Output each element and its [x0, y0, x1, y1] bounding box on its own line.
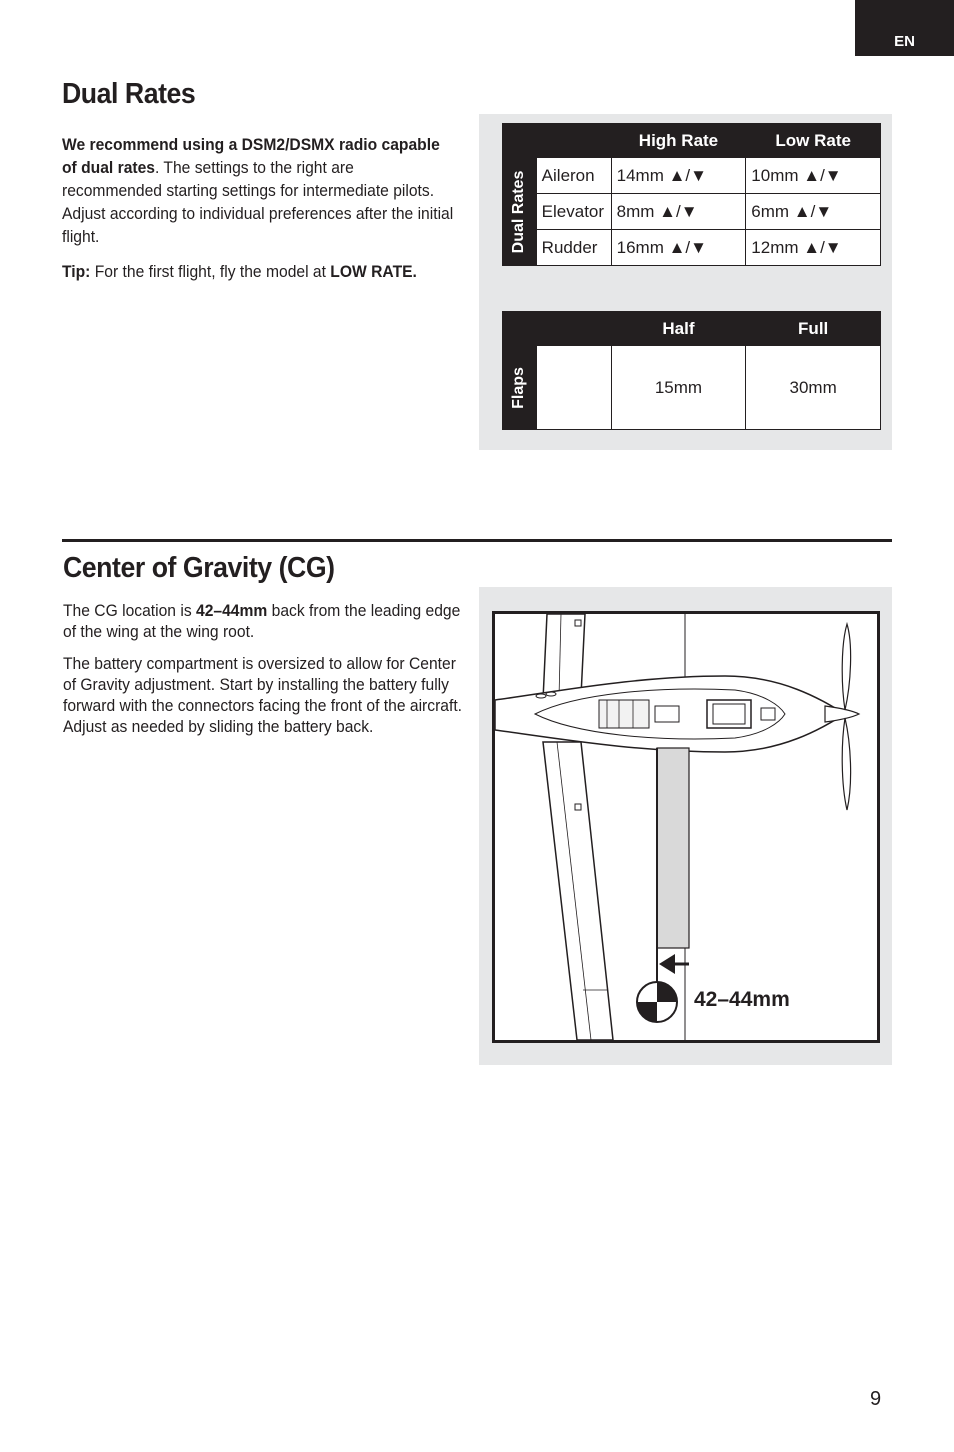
header-high-rate: High Rate	[611, 124, 746, 159]
cg-p1-post: back from the leading edge of the wing at the wing root.	[63, 601, 461, 641]
row-low: 6mm ▲/▼	[746, 194, 881, 230]
flaps-table	[502, 311, 881, 346]
table-row	[503, 158, 881, 194]
language-tab: EN	[855, 0, 954, 56]
flaps-blank-cell	[536, 346, 611, 430]
cg-title: Center of Gravity (CG)	[63, 552, 335, 584]
flaps-side-label: Flaps	[503, 346, 537, 430]
row-high: 8mm ▲/▼	[611, 194, 746, 230]
cg-symbol-icon	[637, 982, 677, 1022]
tip-label: Tip:	[62, 262, 91, 281]
propeller-blade-top	[842, 624, 850, 710]
tip-text: For the first flight, fly the model at	[90, 262, 331, 281]
dual-rates-title: Dual Rates	[62, 78, 196, 110]
table-row	[503, 230, 881, 266]
dual-rates-tip	[62, 260, 458, 283]
table-row	[503, 194, 881, 230]
flaps-header-half: Half	[611, 312, 746, 346]
row-high: 16mm ▲/▼	[611, 230, 746, 266]
cg-arrow-head	[659, 954, 675, 974]
row-low: 10mm ▲/▼	[746, 158, 881, 194]
flaps-full-value: 30mm	[746, 346, 881, 430]
spinner	[825, 706, 859, 722]
cg-p1-pre: The CG location is	[63, 601, 196, 620]
row-name: Elevator	[536, 194, 611, 230]
intro-bold: We recommend using a DSM2/DSMX radio capable of dual rates	[62, 135, 440, 177]
table-row	[503, 346, 881, 430]
flaps-header-row	[503, 312, 881, 346]
cg-diagram	[492, 611, 880, 1043]
row-low: 12mm ▲/▼	[746, 230, 881, 266]
section-divider	[62, 539, 892, 542]
dual-rates-side-label: Dual Rates	[503, 158, 537, 266]
cg-p1-bold: 42–44mm	[195, 601, 268, 620]
table-header-row	[503, 124, 881, 159]
row-high: 14mm ▲/▼	[611, 158, 746, 194]
flaps-header-full: Full	[746, 312, 881, 346]
flaps-header-blank	[503, 312, 612, 346]
tip-bold: LOW RATE.	[330, 262, 417, 281]
dual-rates-table	[502, 123, 881, 159]
flaps-body	[502, 345, 881, 430]
cg-measurement-label: 42–44mm	[694, 988, 790, 1011]
row-name: Rudder	[536, 230, 611, 266]
flaps-half-value: 15mm	[611, 346, 746, 430]
dual-rates-intro	[62, 133, 458, 248]
receiver-bay	[599, 700, 649, 728]
cg-paragraph-2: The battery compartment is oversized to allow for Center of Gravity adjustment. Start by installing the battery fully forward with the connectors facing the front of the aircraft. Adjust as needed by sliding the battery back.	[63, 654, 463, 736]
intro-rest: . The settings to the right are recommended starting settings for intermediate pilots. Adjust according to individual preferences after the initial flight.	[62, 158, 454, 246]
page-number: 9	[870, 1388, 882, 1410]
propeller-blade-bottom	[842, 718, 850, 810]
lower-wing	[543, 742, 613, 1040]
airplane-top-view-illustration	[495, 614, 877, 1040]
header-blank	[503, 124, 612, 159]
header-low-rate: Low Rate	[746, 124, 881, 159]
row-name: Aileron	[536, 158, 611, 194]
cg-paragraph-1	[63, 600, 463, 642]
dual-rates-body	[502, 157, 881, 266]
cg-range-band	[657, 748, 689, 948]
